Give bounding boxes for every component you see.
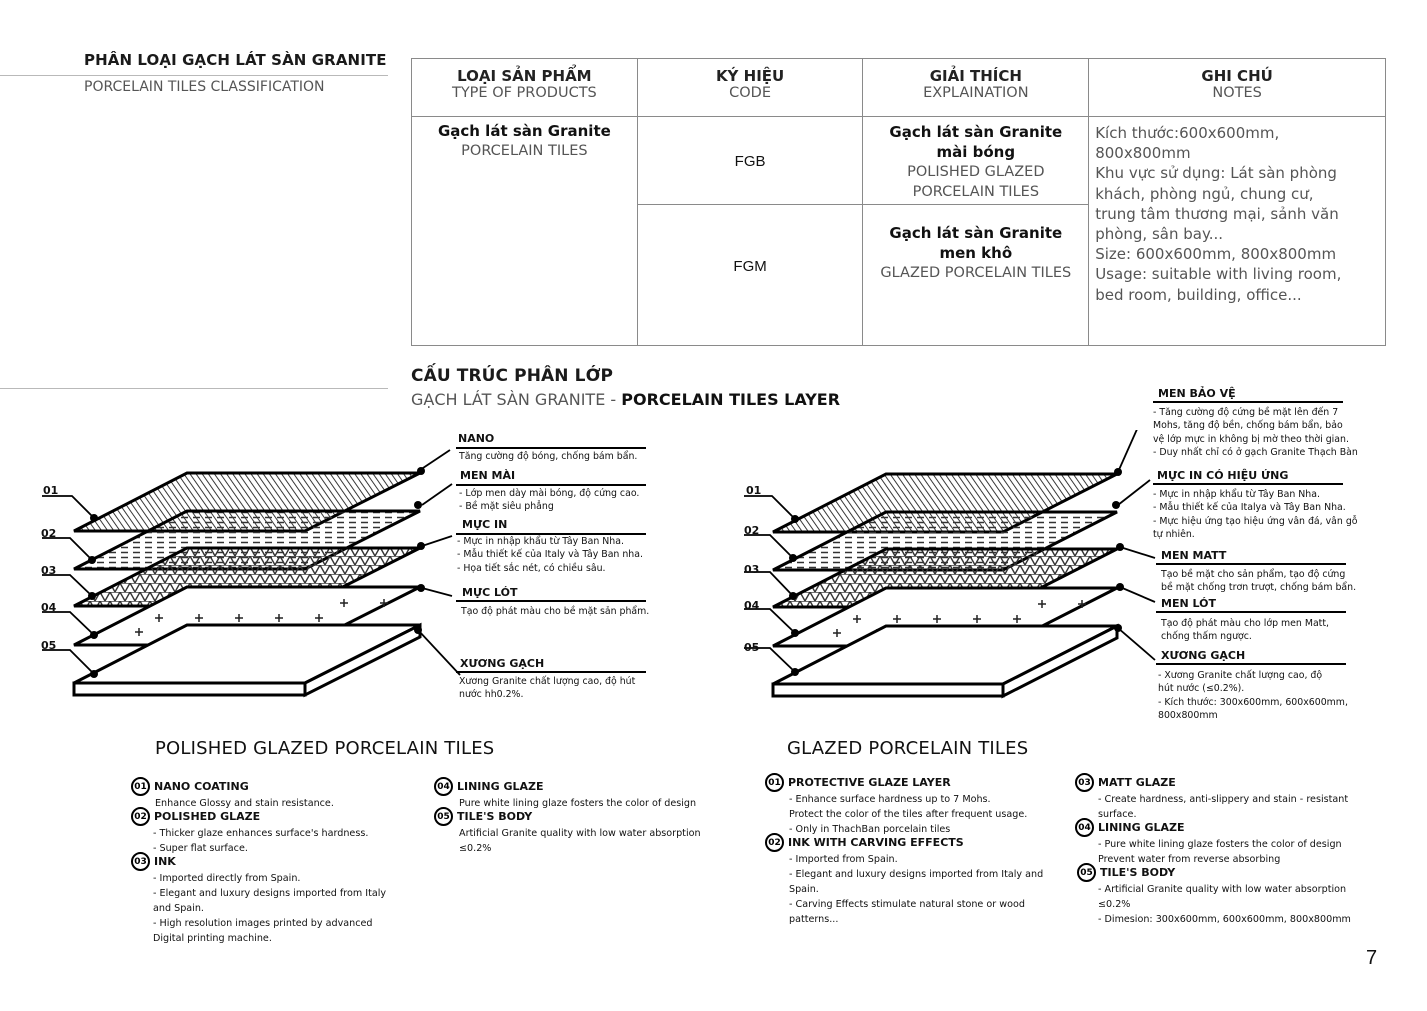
callout-text: - Xương Granite chất lượng cao, độ hút nước (≤0.2%). - Kích thước: 300x600mm, 600x600mm, 800x800mm <box>1158 670 1348 722</box>
layer-number-05: 05 <box>41 639 57 652</box>
table-header-row <box>412 59 1386 117</box>
callout-xuong-gach-glazed: XƯƠNG GẠCH <box>1161 649 1246 662</box>
table-row <box>412 117 1386 205</box>
callout-muc-in: MỰC IN <box>462 518 508 531</box>
product-cell: Gạch lát sàn Granite PORCELAIN TILES <box>412 117 638 346</box>
code-cell: FGM <box>637 205 863 346</box>
callout-underline <box>1156 663 1346 665</box>
number-badge: 01 <box>765 773 784 792</box>
glazed-title: GLAZED PORCELAIN TILES <box>787 738 1029 759</box>
callout-underline <box>456 600 646 602</box>
callout-text: - Tăng cường độ cứng bề mặt lên đến 7 Mohs, tăng độ bền, chống bám bẩn, bảo vệ lớp mực in không bị mờ theo thời gian. - Duy nhất chỉ có ở gạch Granite Thạch Bàn <box>1153 407 1358 459</box>
layer-number-04: 04 <box>744 599 760 612</box>
layer-number-01: 01 <box>43 484 59 497</box>
layer-diagram-glazed <box>700 430 1160 720</box>
classification-title: PHÂN LOẠI GẠCH LÁT SÀN GRANITE <box>84 51 387 69</box>
header-type: LOẠI SẢN PHẨM TYPE OF PRODUCTS <box>412 59 638 117</box>
explain-cell: Gạch lát sàn Granite men khô GLAZED PORCELAIN TILES <box>863 205 1089 346</box>
number-badge: 05 <box>1077 863 1096 882</box>
legend-item-glazed-03: 03 MATT GLAZE - Create hardness, anti-slippery and stain - resistant surface. <box>1075 772 1348 822</box>
number-badge: 03 <box>1075 773 1094 792</box>
number-badge: 05 <box>434 807 453 826</box>
layer-number-05: 05 <box>744 641 760 654</box>
callout-text: Tăng cường độ bóng, chống bám bẩn. <box>459 451 638 462</box>
callout-text: - Mực in nhập khẩu từ Tây Ban Nha. - Mẫu thiết kế của Italya và Tây Ban Nha. - Mực hiệu ứng tạo hiệu ứng vân đá, vân gỗ tự nhiên. <box>1153 489 1358 541</box>
callout-muc-lot: MỰC LÓT <box>462 586 518 599</box>
callout-nano: NANO <box>458 432 495 445</box>
header-notes: GHI CHÚ NOTES <box>1089 59 1386 117</box>
number-badge: 04 <box>434 777 453 796</box>
callout-underline <box>1153 401 1343 403</box>
callout-men-lot: MEN LÓT <box>1161 597 1216 610</box>
code-cell: FGB <box>637 117 863 205</box>
callout-underline <box>1156 563 1346 565</box>
layer-number-04: 04 <box>41 601 57 614</box>
callout-underline <box>1156 611 1346 613</box>
callout-men-mai: MEN MÀI <box>460 469 516 482</box>
callout-text: Xương Granite chất lượng cao, độ hút nước hh0.2%. <box>459 676 636 701</box>
callout-muc-in-hieu-ung: MỰC IN CÓ HIỆU ỨNG <box>1157 469 1289 482</box>
legend-item-polished-03: 03 INK - Imported directly from Spain. - Elegant and luxury designs imported from Italy and Spain. - High resolution images printed by advanced Digital printing machine. <box>131 851 386 946</box>
number-badge: 02 <box>131 807 150 826</box>
classification-subtitle: PORCELAIN TILES CLASSIFICATION <box>84 79 325 95</box>
layer-number-02: 02 <box>744 524 760 537</box>
header-rule-top <box>0 75 388 76</box>
callout-text: - Lớp men dày mài bóng, độ cứng cao. - Bề mặt siêu phẳng <box>459 488 640 513</box>
callout-men-matt: MEN MATT <box>1161 549 1227 562</box>
callout-men-bao-ve: MEN BẢO VỆ <box>1158 387 1236 400</box>
callout-xuong-gach: XƯƠNG GẠCH <box>460 657 545 670</box>
callout-text: Tạo độ phát màu cho bề mặt sản phẩm. <box>461 606 650 617</box>
legend-item-polished-05: 05 TILE'S BODY Artificial Granite quality with low water absorption ≤0.2% <box>434 806 701 856</box>
layer-number-01: 01 <box>746 484 762 497</box>
header-rule-layers <box>0 388 388 389</box>
number-badge: 01 <box>131 777 150 796</box>
layers-subtitle: GẠCH LÁT SÀN GRANITE - PORCELAIN TILES LAYER <box>411 390 841 409</box>
callout-underline <box>456 484 646 486</box>
layer-number-03: 03 <box>744 563 760 576</box>
callout-text: Tạo bề mặt cho sản phẩm, tạo độ cứng bề mặt chống trơn trượt, chống bám bẩn. <box>1161 569 1357 594</box>
polished-title: POLISHED GLAZED PORCELAIN TILES <box>155 738 495 759</box>
legend-item-polished-04: 04 LINING GLAZE Pure white lining glaze fosters the color of design <box>434 776 696 811</box>
header-explain: GIẢI THÍCH EXPLAINATION <box>863 59 1089 117</box>
classification-table <box>411 58 1386 346</box>
number-badge: 02 <box>765 833 784 852</box>
layers-title: CẤU TRÚC PHÂN LỚP <box>411 366 614 386</box>
page-number: 7 <box>1366 947 1378 969</box>
legend-item-polished-01: 01 NANO COATING Enhance Glossy and stain resistance. <box>131 776 334 811</box>
legend-item-glazed-05: 05 TILE'S BODY - Artificial Granite quality with low water absorption ≤0.2% - Dimesion: 300x600mm, 600x600mm, 800x800mm <box>1077 862 1351 927</box>
explain-cell: Gạch lát sàn Granite mài bóng POLISHED GLAZED PORCELAIN TILES <box>863 117 1089 205</box>
legend-item-glazed-01: 01 PROTECTIVE GLAZE LAYER - Enhance surface hardness up to 7 Mohs. Protect the color of the tiles after frequent usage. - Only in ThachBan porcelain tiles <box>765 772 1027 837</box>
number-badge: 03 <box>131 852 150 871</box>
number-badge: 04 <box>1075 818 1094 837</box>
callout-text: Tạo độ phát màu cho lớp men Matt, chống thấm ngược. <box>1161 618 1330 643</box>
legend-item-glazed-02: 02 INK WITH CARVING EFFECTS - Imported from Spain. - Elegant and luxury designs imported from Italy and Spain. - Carving Effects stimulate natural stone or wood patterns... <box>765 832 1043 927</box>
notes-cell: Kích thước:600x600mm, 800x800mm Khu vực sử dụng: Lát sàn phòng khách, phòng ngủ, chung cư, trung tâm thương mại, sảnh văn phòng, sân bay... Size: 600x600mm, 800x800mm Usage: suitable with living room, bed room, building, office... <box>1089 117 1386 346</box>
callout-underline <box>456 671 646 673</box>
header-code: KÝ HIỆU CODE <box>637 59 863 117</box>
layer-number-02: 02 <box>41 527 57 540</box>
layer-number-03: 03 <box>41 564 57 577</box>
legend-item-glazed-04: 04 LINING GLAZE - Pure white lining glaze fosters the color of design Prevent water from reverse absorbing <box>1075 817 1342 867</box>
callout-text: - Mực in nhập khẩu từ Tây Ban Nha. - Mẫu thiết kế của Italy và Tây Ban nha. - Họa tiết sắc nét, có chiều sâu. <box>457 536 643 574</box>
callout-underline <box>1153 483 1343 485</box>
legend-item-polished-02: 02 POLISHED GLAZE - Thicker glaze enhances surface's hardness. - Super flat surface. <box>131 806 368 856</box>
callout-underline <box>456 447 646 449</box>
